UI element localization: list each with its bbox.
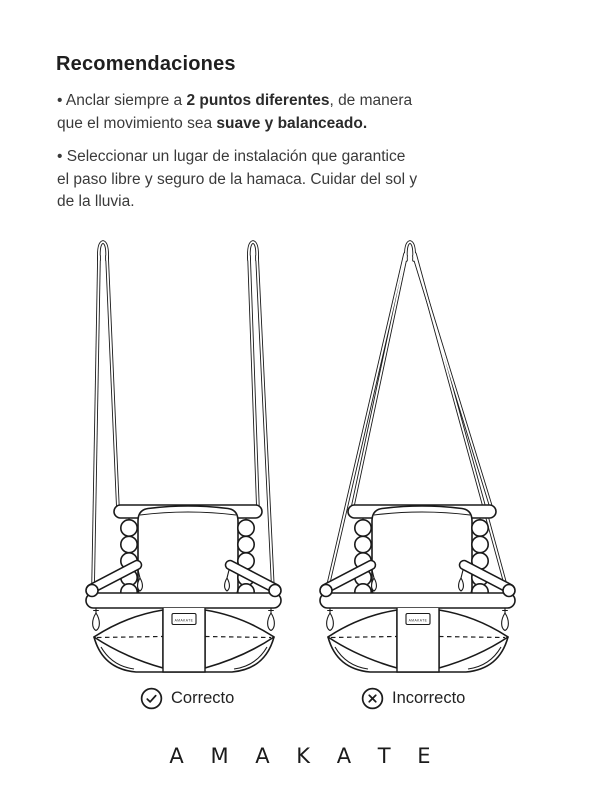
x-circle-icon xyxy=(361,687,384,710)
caption-correct xyxy=(140,687,234,710)
bullet-installation-place xyxy=(57,146,417,214)
bullet-1-line-1: • Anclar siempre a 2 puntos diferentes, de manera xyxy=(57,92,413,109)
correct-installation-diagram xyxy=(60,238,295,680)
bullet-1-line-2: que el movimiento sea suave y balanceado. xyxy=(57,114,368,132)
bullet-2-line-2: el paso libre y seguro de la hamaca. Cuidar del sol y xyxy=(57,170,418,188)
bullet-anchor-points xyxy=(57,90,412,135)
page-title: Recomendaciones xyxy=(56,53,236,75)
caption-incorrect-label: Incorrecto xyxy=(392,689,466,707)
caption-incorrect xyxy=(361,687,465,710)
brand-wordmark: A M A K A T E xyxy=(169,744,441,768)
check-circle-icon xyxy=(140,687,163,710)
caption-correct-label: Correcto xyxy=(171,689,235,707)
bullet-2-line-3: de la lluvia. xyxy=(57,193,135,210)
bullet-2-line-1: • Seleccionar un lugar de instalación que garantice xyxy=(57,148,406,165)
incorrect-installation-diagram xyxy=(294,238,529,680)
